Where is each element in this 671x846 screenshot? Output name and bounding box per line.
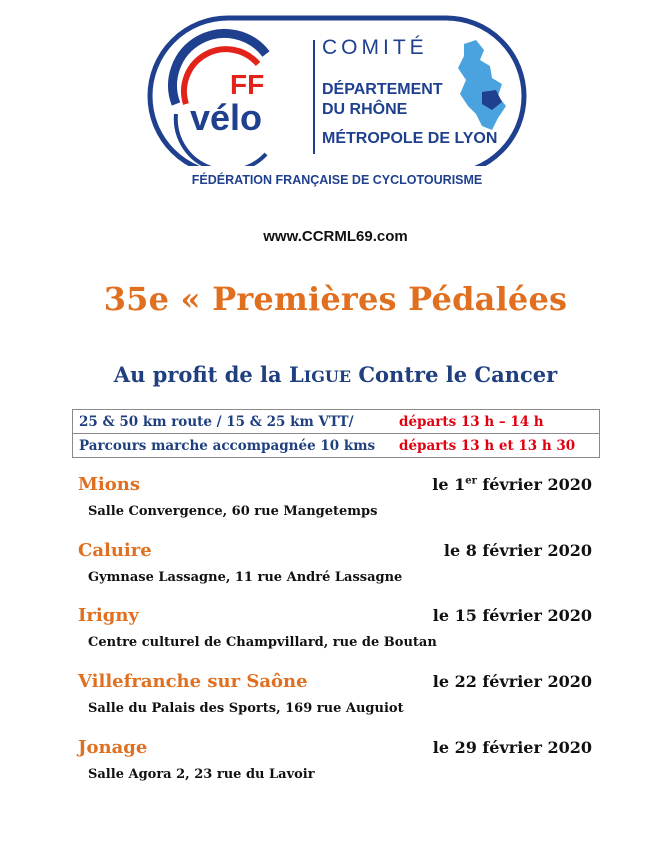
event-date: le 22 février 2020: [432, 672, 592, 691]
table-row: [73, 434, 600, 458]
event-venue: Salle Agora 2, 23 rue du Lavoir: [88, 767, 315, 782]
route-label: Parcours marche accompagnée 10 kms: [73, 434, 394, 458]
website-url[interactable]: www.CCRML69.com: [263, 228, 408, 245]
event-date-suffix: février 2020: [476, 475, 592, 494]
ffvelo-comite-logo: [146, 14, 528, 200]
event-city: Jonage: [78, 737, 148, 758]
logo-line1: DÉPARTEMENT: [322, 81, 443, 98]
event-venue: Centre culturel de Champvillard, rue de Boutan: [88, 635, 437, 650]
table-row: [73, 410, 600, 434]
event-date-sup: er: [465, 475, 477, 487]
logo-federation: FÉDÉRATION FRANÇAISE DE CYCLOTOURISME: [191, 173, 483, 187]
event-city: Mions: [78, 474, 140, 495]
event-date: le 15 février 2020: [432, 606, 592, 625]
route-label: 25 & 50 km route / 15 & 25 km VTT/: [73, 410, 394, 434]
event-date: le 29 février 2020: [432, 738, 592, 757]
subtitle-ligue-initial: L: [288, 362, 304, 387]
subtitle: [0, 362, 671, 387]
subtitle-ligue-rest: IGUE: [303, 367, 352, 386]
event-venue: Gymnase Lassagne, 11 rue André Lassagne: [88, 570, 403, 585]
event-venue: Salle Convergence, 60 rue Mangetemps: [88, 504, 378, 519]
event-venue: Salle du Palais des Sports, 169 rue Auguiot: [88, 701, 404, 716]
route-times: départs 13 h et 13 h 30: [393, 434, 600, 458]
subtitle-suffix: Contre le Cancer: [351, 362, 558, 387]
logo-comite: COMITÉ: [322, 36, 428, 59]
rhone-map-icon: [458, 40, 506, 130]
event-date-prefix: le 1: [432, 475, 466, 494]
event-date: le 8 février 2020: [443, 541, 592, 560]
logo-line2: DU RHÔNE: [322, 101, 408, 118]
logo-velo: vélo: [190, 97, 263, 138]
logo-line3: MÉTROPOLE DE LYON: [322, 130, 498, 147]
event-city: Caluire: [78, 540, 152, 561]
routes-table: [72, 409, 600, 458]
event-date: [432, 475, 592, 494]
page-title: 35e « Premières Pédalées: [103, 280, 568, 318]
event-city: Irigny: [78, 605, 139, 626]
subtitle-prefix: Au profit de la: [113, 362, 289, 387]
event-city: Villefranche sur Saône: [78, 671, 308, 692]
logo-ff: FF: [230, 69, 265, 100]
route-times: départs 13 h – 14 h: [393, 410, 600, 434]
